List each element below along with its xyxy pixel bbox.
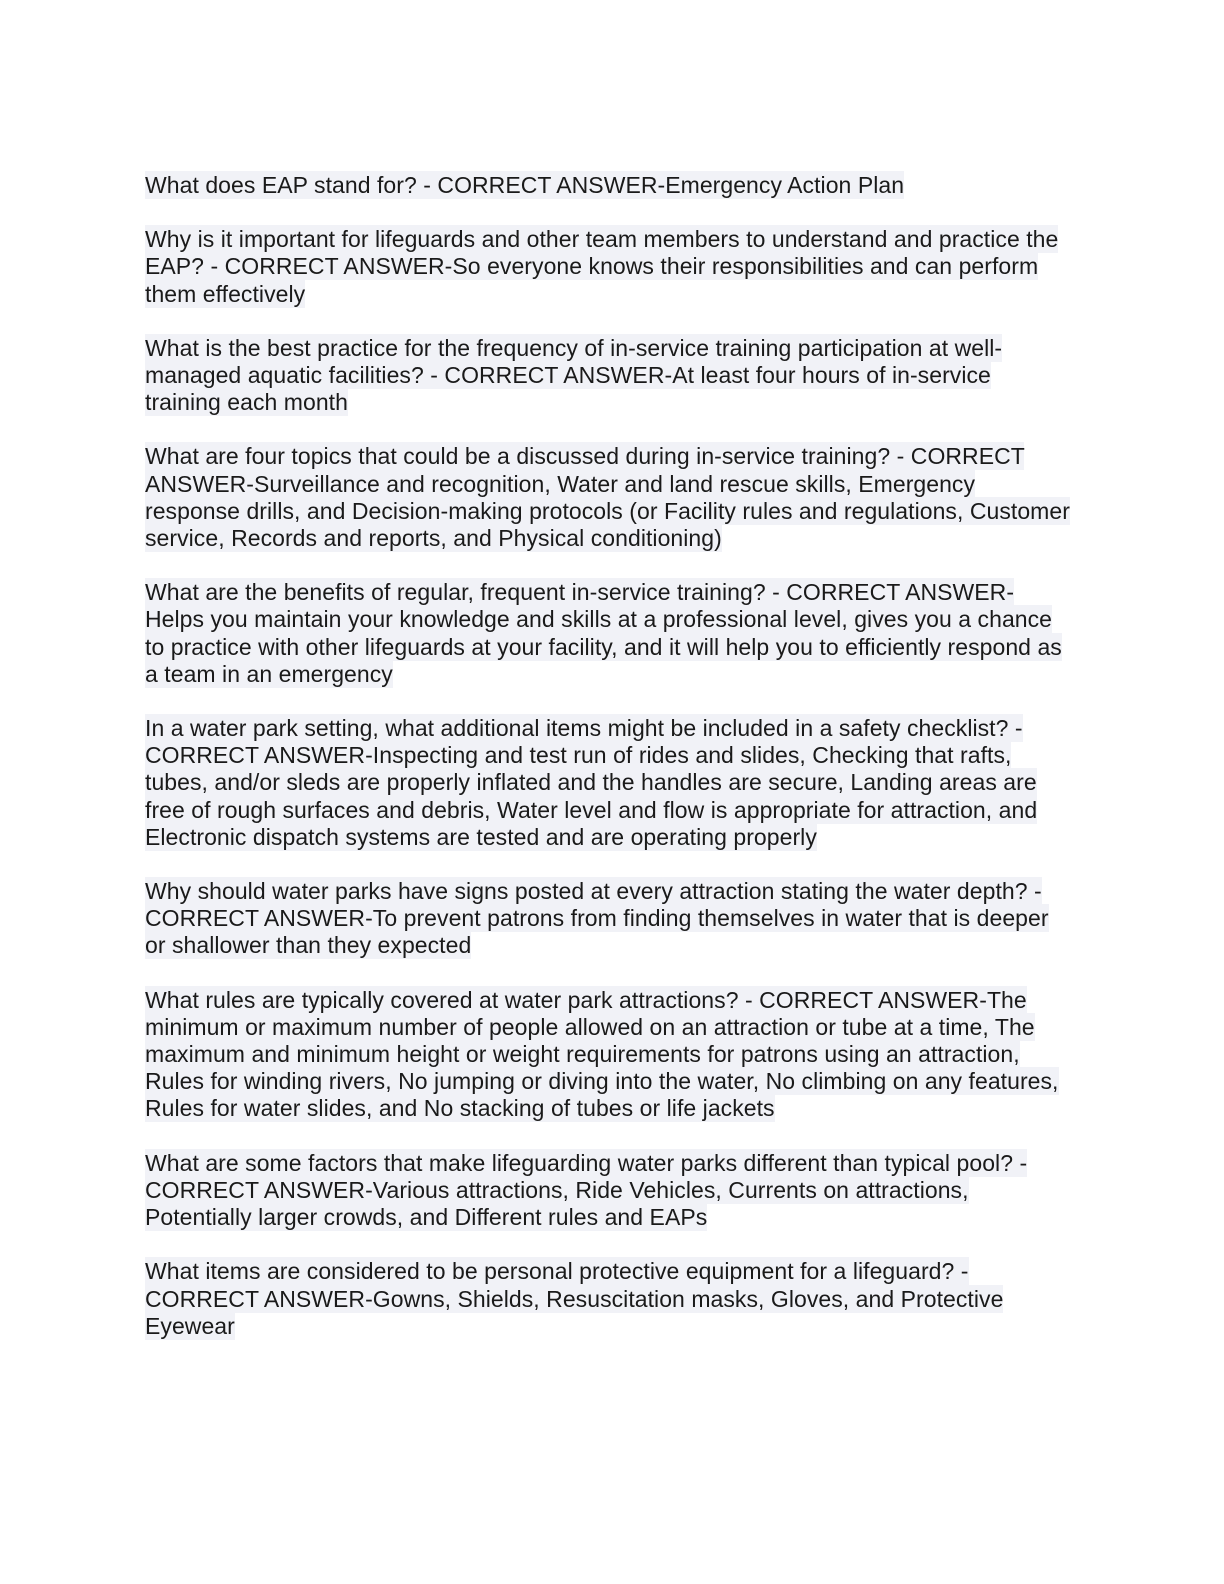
qa-item — [145, 226, 1070, 308]
question-text: What are some factors that make lifeguarding water parks different than typical pool? — [145, 1149, 1014, 1176]
qa-text — [145, 877, 1049, 959]
qa-item — [145, 1258, 1070, 1340]
separator: - — [416, 172, 438, 198]
question-text: What items are considered to be personal protective equipment for a lifeguard? — [145, 1258, 955, 1285]
qa-item — [145, 579, 1070, 688]
separator: - — [1013, 1149, 1028, 1176]
answer-label: CORRECT ANSWER- — [786, 579, 1015, 606]
separator: - — [204, 253, 225, 280]
qa-item — [145, 987, 1070, 1123]
question-text: What is the best practice for the frequency of in-service training participation at well-managed aquatic facilities? — [145, 334, 1003, 389]
answer-label: CORRECT ANSWER- — [759, 986, 987, 1013]
question-text: What rules are typically covered at water park attractions? — [145, 986, 739, 1013]
qa-text — [145, 714, 1037, 851]
answer-text: The minimum or maximum number of people allowed on an attraction or tube at a time, The maximum and minimum height or weight requirements for patrons using an attraction, Rules for winding rivers, No jumping or diving into the water, No climbing on any features, Rules for water slides, and No stacking of tubes or life jackets — [145, 986, 1059, 1122]
answer-text: Inspecting and test run of rides and slides, Checking that rafts, tubes, and/or sleds are properly inflated and the handles are secure, Landing areas are free of rough surfaces and debris, Water level and flow is appropriate for attraction, and Electronic dispatch systems are tested and are operating properly — [145, 742, 1038, 850]
qa-list — [145, 172, 1070, 1367]
separator: - — [954, 1258, 969, 1285]
qa-item — [145, 715, 1070, 851]
qa-text — [145, 578, 1062, 688]
qa-item — [145, 878, 1070, 960]
answer-text: Helps you maintain your knowledge and skills at a professional level, gives you a chance to practice with other lifeguards at your facility, and it will help you to efficiently respond as a team in an emergency — [145, 606, 1062, 687]
qa-item — [145, 172, 1070, 199]
qa-item — [145, 443, 1070, 552]
answer-label: CORRECT ANSWER- — [145, 1176, 373, 1203]
answer-label: CORRECT ANSWER- — [224, 253, 453, 280]
answer-label: CORRECT ANSWER- — [145, 742, 373, 769]
separator: - — [423, 362, 445, 389]
question-text: Why should water parks have signs posted at every attraction stating the water depth? — [145, 878, 1028, 905]
answer-label: CORRECT ANSWER- — [145, 905, 373, 932]
question-text: What are four topics that could be a discussed during in-service training? — [145, 443, 891, 470]
answer-text: At least four hours of in-service training each month — [145, 362, 991, 416]
qa-item — [145, 335, 1070, 417]
answer-label: CORRECT ANSWER- — [444, 362, 673, 389]
question-text: In a water park setting, what additional items might be included in a safety checklist? — [145, 715, 1009, 742]
answer-text: Gowns, Shields, Resuscitation masks, Gloves, and Protective Eyewear — [145, 1285, 1004, 1339]
qa-text — [145, 986, 1059, 1123]
qa-item — [145, 1150, 1070, 1232]
qa-text — [145, 442, 1070, 552]
separator: - — [1027, 878, 1042, 905]
separator: - — [890, 443, 911, 470]
question-text: What does EAP stand for? — [145, 172, 417, 198]
answer-text: Surveillance and recognition, Water and land rescue skills, Emergency response drills, and Decision-making protocols (or Facility rules and regulations, Customer service, Records and reports, and Physical conditioning) — [145, 470, 1070, 552]
qa-text — [145, 171, 904, 199]
answer-text: To prevent patrons from finding themselves in water that is deeper or shallower than they expected — [145, 905, 1049, 959]
answer-text: So everyone knows their responsibilities and can perform them effectively — [145, 253, 1039, 307]
question-text: What are the benefits of regular, frequent in-service training? — [145, 579, 766, 606]
qa-text — [145, 1257, 1003, 1339]
answer-label: CORRECT ANSWER- — [145, 1285, 373, 1312]
question-text: Why is it important for lifeguards and other team members to understand and practice the EAP? — [145, 226, 1059, 280]
answer-text: Emergency Action Plan — [665, 172, 905, 198]
answer-text: Various attractions, Ride Vehicles, Currents on attractions, Potentially larger crowds, and Different rules and EAPs — [145, 1176, 969, 1231]
separator: - — [1008, 715, 1023, 742]
qa-text — [145, 1149, 1027, 1231]
answer-label: CORRECT ANSWER- — [437, 172, 666, 198]
separator: - — [765, 579, 787, 606]
qa-text — [145, 225, 1058, 307]
separator: - — [738, 986, 760, 1013]
qa-text — [145, 334, 1002, 416]
answer-label: CORRECT ANSWER- — [145, 443, 1025, 497]
